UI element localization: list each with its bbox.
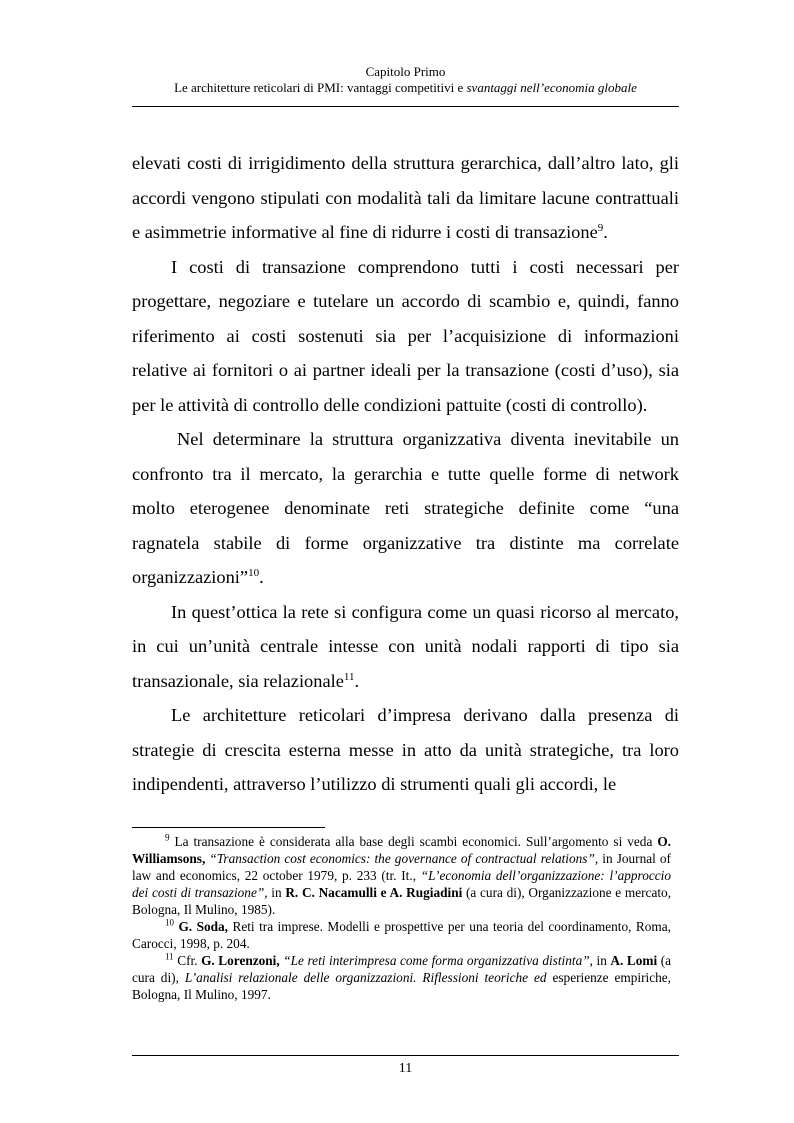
chapter-title: Capitolo Primo: [365, 64, 446, 79]
paragraph-4: [132, 595, 679, 699]
page-number: 11: [398, 1061, 413, 1076]
paragraph-2: I costi di transazione comprendono tutti i costi necessari per progettare, negoziare e tutelare un accordo di scambio e, quindi, fanno riferimento ai costi sostenuti sia per l’acquisizione di informazioni relative ai fornitori o ai partner ideali per la transazione (costi d’uso), sia per le attività di controllo delle condizioni pattuite (costi di controllo).: [132, 256, 679, 415]
footnote-ref-10: 10: [248, 566, 260, 579]
fn9-text-3: in Journal of law and economics, 22 october 1979, p. 233 (tr. It.,: [132, 851, 671, 883]
fn11-text-4: (a cura di),: [132, 953, 672, 985]
fn10-author: G. Soda,: [174, 919, 228, 934]
fn9-author-1: O. Williamsons,: [132, 834, 671, 866]
footnote-ref-9: 9: [597, 221, 604, 234]
subtitle-regular: Le architetture reticolari di PMI: vantaggi competitivi e: [174, 80, 467, 95]
paragraph-1-text: elevati costi di irrigidimento della struttura gerarchica, dall’altro lato, gli accordi vengono stipulati con modalità tali da limitare lacune contrattuali e asimmetrie informative al fine di ridurre i costi di transazione: [132, 153, 679, 242]
paragraph-5: Le architetture reticolari d’impresa derivano dalla presenza di strategie di crescita esterna messe in atto da unità strategiche, tra loro indipendenti, attraverso l’utilizzo di strumenti quali gli accordi, le: [132, 705, 679, 794]
paragraph-3-end: .: [259, 567, 264, 587]
paragraph-4-end: .: [354, 670, 360, 691]
footnote-ref-11: 11: [343, 670, 355, 683]
fn9-text-5: (a cura di), Organizzazione e mercato, Bologna, Il Mulino, 1985).: [132, 885, 672, 917]
footnote-11: [132, 952, 671, 1003]
subtitle-italic: svantaggi nell’economia globale: [466, 80, 637, 95]
fn9-text-4: in: [267, 885, 286, 900]
paragraph-4-text: In quest’ottica la rete si configura come un quasi ricorso al mercato, in cui un’unità centrale intesse con unità nodali rapporti di tipo sia transazionale, sia relazionale: [132, 601, 679, 691]
header-divider: [132, 106, 679, 107]
fn9-text-1: La transazione è considerata alla base degli scambi economici. Sull’argomento si veda: [169, 834, 658, 849]
paragraph-3-text: Nel determinare la struttura organizzativa diventa inevitabile un confronto tra il mercato, la gerarchia e tutte quelle forme di network molto eterogenee denominate reti strategiche definite come “una ragnatela stabile di forme organizzative tra distinte ma correlate organizzazioni”: [132, 429, 679, 587]
footnotes: [132, 833, 671, 1003]
footnote-10: [132, 918, 671, 952]
running-header: [132, 64, 679, 96]
paragraph-3: [132, 422, 679, 595]
fn9-author-2: R. C. Nacamulli e A. Rugiadini: [285, 885, 463, 900]
fn9-title-2: “L’economia dell’organizzazione: l’approccio dei costi di transazione”,: [132, 868, 671, 900]
fn11-title-1: “Le reti interimpresa come forma organizzativa distinta”,: [283, 953, 593, 968]
paragraph-1-end: .: [603, 222, 608, 242]
fn10-text: Reti tra imprese. Modelli e prospettive per una teoria del coordinamento, Roma, Carocci, 1998, p. 204.: [132, 919, 672, 951]
footnote-9-number: 9: [165, 832, 170, 843]
fn11-text-5: esperienze empiriche, Bologna, Il Mulino, 1997.: [132, 970, 671, 1002]
fn9-title-1: “Transaction cost economics: the governance of contractual relations”,: [209, 851, 599, 866]
chapter-subtitle: [132, 80, 679, 96]
paragraph-1: [132, 146, 679, 250]
footnote-9: [132, 833, 671, 918]
footnote-11-number: 11: [165, 951, 174, 962]
fn11-author-1: G. Lorenzoni,: [201, 953, 280, 968]
fn11-author-2: A. Lomi: [610, 953, 658, 968]
main-text: [132, 146, 679, 802]
fn11-text-1: Cfr.: [173, 953, 202, 968]
footnote-10-number: 10: [165, 917, 174, 928]
footer-divider: [132, 1055, 679, 1056]
fn11-text-3: in: [592, 953, 611, 968]
fn11-title-2: L’analisi relazionale delle organizzazioni. Riflessioni teoriche ed: [184, 970, 547, 985]
footnote-divider: [132, 827, 325, 828]
